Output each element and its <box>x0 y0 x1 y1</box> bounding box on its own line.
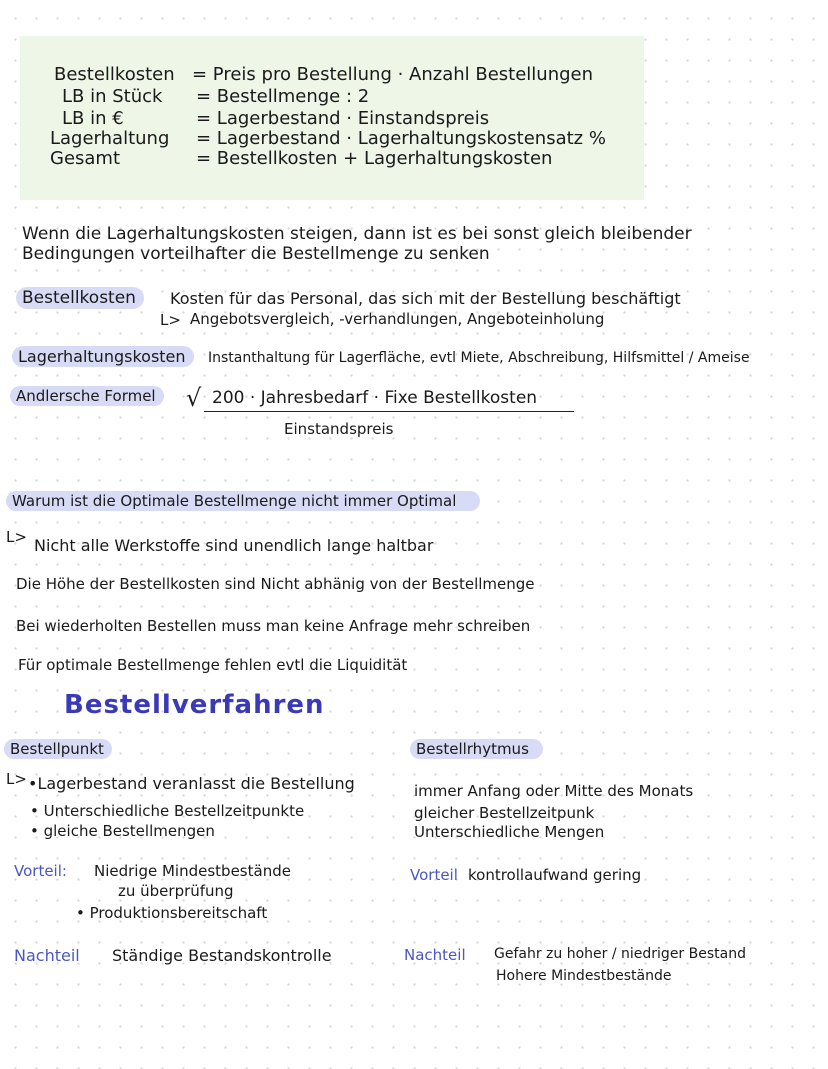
nachteil-line: Ständige Bestandskontrolle <box>112 946 332 965</box>
andler-numerator: 200 · Jahresbedarf · Fixe Bestellkosten <box>212 388 538 408</box>
heading-bestellpunkt: Bestellpunkt <box>4 740 112 758</box>
term-lagerhaltungskosten: Lagerhaltungskosten <box>12 347 194 366</box>
term-andler: Andlersche Formel <box>10 387 164 405</box>
heading-bestellrhytmus: Bestellrhytmus <box>410 740 543 758</box>
bestellrhytmus-line: gleicher Bestellzeitpunk <box>414 804 595 822</box>
vorteil-line: Niedrige Mindestbestände <box>94 862 291 880</box>
bestellpunkt-line: •Lagerbestand veranlasst die Bestellung <box>28 774 355 793</box>
nachteil-line: Gefahr zu hoher / niedriger Bestand <box>494 946 746 962</box>
fraction-line <box>204 411 574 412</box>
square-root-icon: √ <box>186 384 202 412</box>
definition-bestellkosten: Kosten für das Personal, das sich mit der Bestellung beschäftigt <box>170 289 681 308</box>
bestellpunkt-line: • gleiche Bestellmengen <box>30 822 215 840</box>
term-bestellkosten: Bestellkosten <box>16 288 144 308</box>
arrow-icon: L> <box>6 528 27 546</box>
vorteil-line: kontrollaufwand gering <box>468 866 642 884</box>
formula-expr: = Preis pro Bestellung · Anzahl Bestellungen <box>192 64 594 85</box>
bestellpunkt-line: • Unterschiedliche Bestellzeitpunkte <box>30 802 305 820</box>
nachteil-label: Nachteil <box>14 946 80 965</box>
bestellrhytmus-line: Unterschiedliche Mengen <box>414 823 605 841</box>
formula-expr: = Bestellkosten + Lagerhaltungskosten <box>196 148 553 169</box>
andler-denominator: Einstandspreis <box>284 420 394 438</box>
vorteil-line: • Produktionsbereitschaft <box>76 904 268 922</box>
formula-expr: = Bestellmenge : 2 <box>196 86 370 107</box>
arrow-icon: L> <box>160 311 181 329</box>
section-title: Bestellverfahren <box>64 690 325 720</box>
reason-item: Die Höhe der Bestellkosten sind Nicht abhänig von der Bestellmenge <box>16 575 535 593</box>
formula-label: LB in Stück <box>62 86 163 107</box>
formula-expr: = Lagerbestand · Einstandspreis <box>196 108 490 129</box>
formula-expr: = Lagerbestand · Lagerhaltungskostensatz % <box>196 128 606 149</box>
reason-item: Für optimale Bestellmenge fehlen evtl die Liquidität <box>18 656 408 674</box>
formula-label: Lagerhaltung <box>50 128 170 149</box>
detail-bestellkosten: Angebotsvergleich, -verhandlungen, Angeboteinholung <box>190 310 605 328</box>
nachteil-label: Nachteil <box>404 946 466 964</box>
reason-item: Nicht alle Werkstoffe sind unendlich lange haltbar <box>34 536 434 555</box>
arrow-icon: L> <box>6 770 27 788</box>
formula-label: Bestellkosten <box>54 64 175 85</box>
formula-label: LB in € <box>62 108 124 129</box>
vorteil-label: Vorteil: <box>14 862 67 880</box>
warum-question: Warum ist die Optimale Bestellmenge nicht immer Optimal <box>6 492 480 510</box>
definition-lagerhaltungskosten: Instanthaltung für Lagerfläche, evtl Miete, Abschreibung, Hilfsmittel / Ameise <box>208 350 750 366</box>
vorteil-line: zu überprüfung <box>118 882 234 900</box>
bestellrhytmus-line: immer Anfang oder Mitte des Monats <box>414 782 694 800</box>
formula-label: Gesamt <box>50 148 121 169</box>
intro-line: Wenn die Lagerhaltungskosten steigen, dann ist es bei sonst gleich bleibender <box>22 224 692 244</box>
reason-item: Bei wiederholten Bestellen muss man keine Anfrage mehr schreiben <box>16 617 531 635</box>
nachteil-line: Hohere Mindestbestände <box>496 968 672 984</box>
intro-line: Bedingungen vorteilhafter die Bestellmenge zu senken <box>22 244 490 264</box>
vorteil-label: Vorteil <box>410 866 458 884</box>
